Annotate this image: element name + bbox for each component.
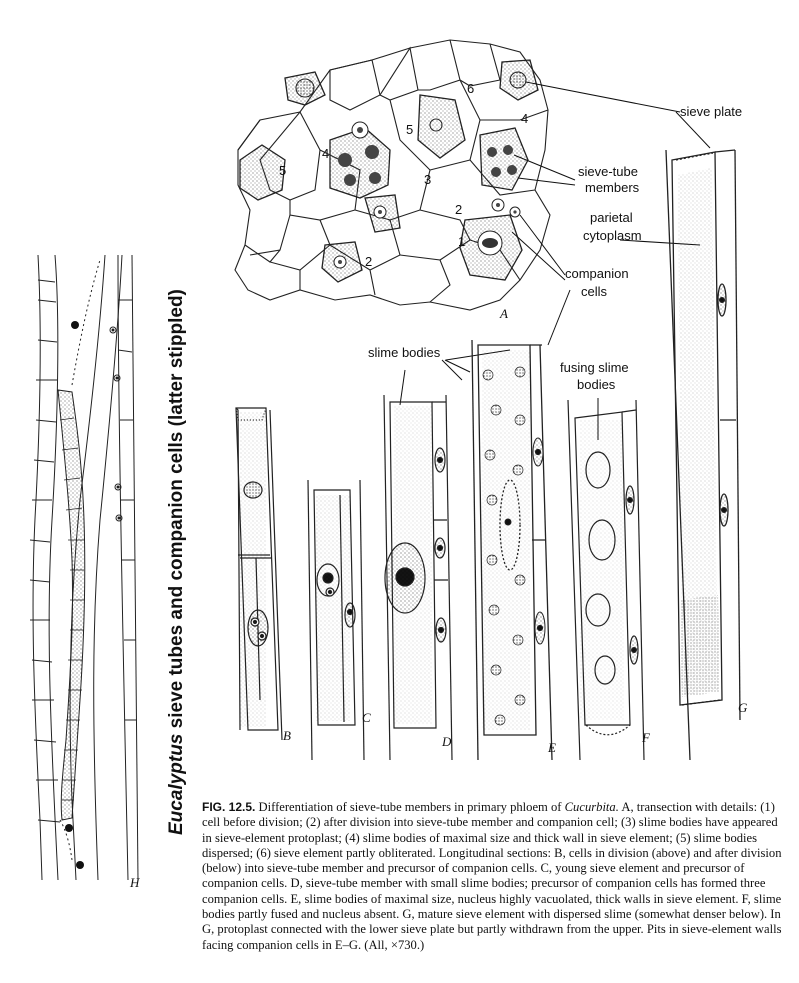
panel-b-letter: B — [283, 728, 291, 743]
caption-body: A, transection with details: (1) cell before division; (2) after division into sieve-tube member and companion cell; (3) slime bodies have appeared in sieve-element protoplast; (4) slime bodies of maximal size and thick wall in sieve element; (5) slime bodies dispersed; (6) sieve element partly obliterated. Longitudinal sections: B, cells in division (above) and after division (below) into sieve-tube member and precursor of companion cells. C, young sieve element and precursor of companion cells. D, sieve-tube member with small slime bodies; precursor of companion cells has formed three companion cells. E, slime bodies of maximal size, nucleus highly vacuolated, thick walls in sieve element. F, slime bodies partly fused and nucleus absent. G, mature sieve element with dispersed slime (somewhat denser below). In G, protoplast connected with the lower sieve plate but partly withdrawn from the upper. Pits in sieve-element walls facing companion cells in E–G. (All, ×730.) — [202, 800, 782, 952]
panel-d-letter: D — [442, 734, 452, 749]
stage-number-6: 6 — [467, 81, 475, 96]
figure-caption — [202, 800, 787, 953]
label-fusing-slime-1: fusing slime — [560, 360, 629, 375]
panel-b-cytoplasm — [240, 412, 266, 727]
panel-c-letter: C — [362, 710, 371, 725]
label-sieve-plate: sieve plate — [680, 104, 743, 119]
panel-g-dense-slime — [680, 595, 720, 697]
stage-number-1: 1 — [458, 234, 466, 249]
label-parietal-1: parietal — [590, 210, 633, 225]
panel-h-letter: H — [130, 875, 140, 890]
label-parietal-2: cytoplasm — [583, 228, 642, 243]
stage-number-5a: 5 — [279, 163, 287, 178]
stage-number-5b: 5 — [406, 122, 414, 137]
label-fusing-slime-2: bodies — [577, 377, 616, 392]
label-sieve-tube-1: sieve-tube — [578, 164, 638, 179]
stage-number-2a: 2 — [365, 254, 373, 269]
stage-number-3: 3 — [424, 172, 432, 187]
panel-c-cytoplasm — [316, 495, 350, 721]
label-slime-bodies: slime bodies — [368, 345, 441, 360]
label-sieve-tube-2: members — [585, 180, 640, 195]
label-companion-1: companion — [565, 266, 629, 281]
side-title — [166, 289, 187, 835]
panel-h-companion-cells — [58, 390, 85, 820]
panel-e-letter: E — [548, 740, 556, 755]
stage-number-2b: 2 — [455, 202, 463, 217]
stage-number-4a: 4 — [322, 146, 330, 161]
side-title-rest: sieve tubes and companion cells (latter stippled) — [166, 289, 187, 734]
side-title-genus: Eucalyptus — [166, 733, 187, 835]
panel-d-cytoplasm — [394, 406, 432, 724]
caption-genus: Cucurbita. — [564, 800, 619, 814]
panel-g-letter: G — [738, 700, 748, 715]
panel-a-letter: A — [500, 306, 508, 321]
caption-fig-label: FIG. 12.5. — [202, 800, 256, 814]
stage-number-4b: 4 — [521, 111, 529, 126]
caption-title: Differentiation of sieve-tube members in primary phloem of — [258, 800, 562, 814]
label-companion-2: cells — [581, 284, 608, 299]
panel-e-cytoplasm — [482, 350, 530, 730]
panel-f-letter: F — [642, 730, 650, 745]
panel-f-cytoplasm — [580, 420, 624, 720]
